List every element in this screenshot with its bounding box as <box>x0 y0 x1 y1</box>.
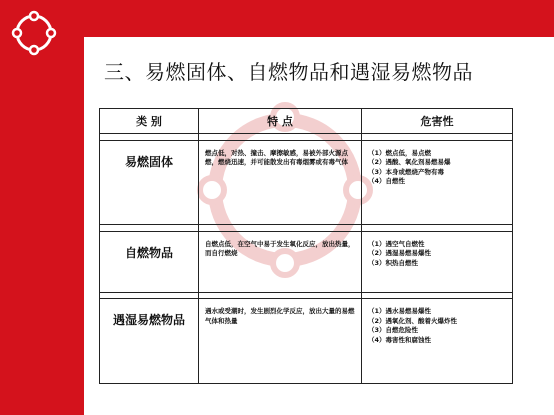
top-accent-bar <box>0 0 554 37</box>
header-features: 特 点 <box>199 109 362 134</box>
hazard-item: （2）遇酸、氧化剂易燃易爆 <box>368 158 451 167</box>
table-row <box>100 299 513 384</box>
hazard-item: （1）遇水易燃易爆性 <box>368 307 432 316</box>
hazard-item: （2）遇湿易燃易爆性 <box>368 249 432 258</box>
table-header-row <box>100 109 513 134</box>
hazard-item: （1）遇空气自燃性 <box>368 239 425 248</box>
row-category: 自燃物品 <box>100 231 199 292</box>
emblem-icon <box>9 8 59 58</box>
table-row <box>100 231 513 292</box>
slide-title: 三、易燃固体、自燃物品和遇湿易燃物品 <box>104 60 473 84</box>
hazard-item: （4）自燃性 <box>368 176 406 185</box>
row-hazards <box>362 140 513 225</box>
hazard-item: （1）燃点低，易点燃 <box>368 148 432 157</box>
hazard-item: （4）毒害性和腐蚀性 <box>368 335 432 344</box>
row-hazards <box>362 231 513 292</box>
left-accent-bar <box>0 0 84 415</box>
table-row <box>100 140 513 225</box>
row-features: 遇水或受潮时，发生剧烈化学反应，放出大量的易燃气体和热量 <box>199 299 362 384</box>
hazard-item: （2）遇氧化剂、酸着火爆炸性 <box>368 316 458 325</box>
row-hazards <box>362 299 513 384</box>
hazard-item: （3）本身或燃烧产物有毒 <box>368 167 445 176</box>
hazard-item: （3）积热自燃性 <box>368 258 419 267</box>
hazard-item: （3）自燃危险性 <box>368 326 419 335</box>
header-category: 类 别 <box>100 109 199 134</box>
row-category: 易燃固体 <box>100 140 199 225</box>
row-features: 燃点低，对热、撞击、摩擦敏感，易被外部火源点燃，燃烧迅速，并可能散发出有毒烟雾或有毒气体 <box>199 140 362 225</box>
header-hazards: 危害性 <box>362 109 513 134</box>
hazard-table <box>99 108 513 384</box>
row-category: 遇湿易燃物品 <box>100 299 199 384</box>
row-features: 自燃点低，在空气中易于发生氧化反应，放出热量，而自行燃烧 <box>199 231 362 292</box>
